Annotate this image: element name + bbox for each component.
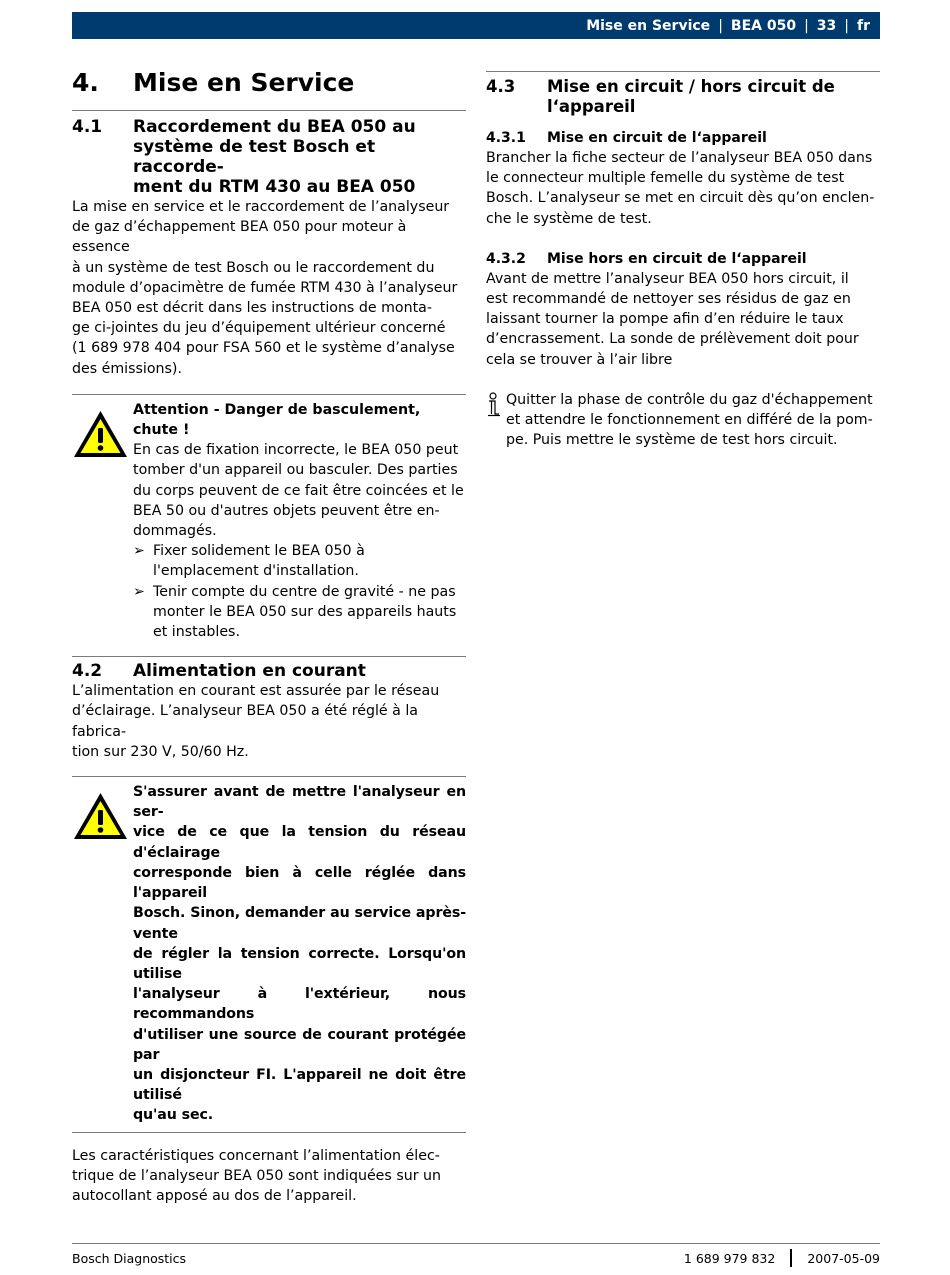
note-line: pe. Puis mettre le système de test hors circuit. xyxy=(506,432,838,449)
divider xyxy=(72,394,466,395)
section-title-line: ment du RTM 430 au BEA 050 xyxy=(133,177,416,197)
footer-date: 2007-05-09 xyxy=(807,1250,880,1266)
warning-line: vice de ce que la tension du réseau d'éclairage xyxy=(133,824,466,861)
body-line: à un système de test Bosch ou le raccordement du xyxy=(72,259,435,276)
section-title-text xyxy=(133,117,466,197)
bullet-line: Tenir compte du centre de gravité - ne pas xyxy=(153,583,456,600)
body-line: de gaz d’échappement BEA 050 pour moteur à essence xyxy=(72,219,407,256)
body-line: autocollant apposé au dos de l’appareil. xyxy=(72,1187,357,1204)
arrow-bullet-icon: ➢ xyxy=(133,543,145,560)
divider xyxy=(72,776,466,777)
note-line: Quitter la phase de contrôle du gaz d'échappement xyxy=(506,391,873,408)
body-line: tion sur 230 V, 50/60 Hz. xyxy=(72,743,249,760)
section-number: 4.3 xyxy=(486,77,516,96)
body-line: (1 689 978 404 pour FSA 560 et le système d’analyse xyxy=(72,340,455,357)
warning-triangle-icon xyxy=(72,400,133,642)
warning-line: un disjoncteur FI. L'appareil ne doit être utilisé xyxy=(133,1066,466,1104)
warning-title: Attention - Danger de basculement, chute ! xyxy=(133,401,421,439)
note-text xyxy=(506,390,873,451)
section-body-4-2 xyxy=(72,681,466,762)
section-title-4-1 xyxy=(72,117,466,197)
warning-line: corresponde bien à celle réglée dans l'appareil xyxy=(133,864,466,902)
warning-line: du corps peuvent de ce fait être coincées et le xyxy=(133,482,464,499)
warning-line: BEA 50 ou d'autres objets peuvent être en- xyxy=(133,502,440,519)
warning-line: l'analyseur à l'extérieur, nous recommandons xyxy=(133,986,466,1023)
warning-block-voltage xyxy=(72,782,466,1125)
section-body-4-2-label xyxy=(72,1146,466,1207)
divider xyxy=(72,1132,466,1133)
header-separator: | xyxy=(804,17,809,34)
section-title-line: système de test Bosch et raccorde- xyxy=(133,137,376,177)
warning-line: qu'au sec. xyxy=(133,1107,214,1124)
section-title-4-3 xyxy=(486,77,880,117)
section-body-4-1 xyxy=(72,197,466,379)
body-line: Les caractéristiques concernant l’alimentation élec- xyxy=(72,1147,440,1164)
bullet-line: Fixer solidement le BEA 050 à xyxy=(153,543,365,560)
warning-line: Bosch. Sinon, demander au service après-vente xyxy=(133,905,466,942)
chapter-title xyxy=(72,66,466,100)
body-line: La mise en service et le raccordement de l’analyseur xyxy=(72,199,450,215)
info-icon xyxy=(486,390,506,451)
subsection-title-4-3-2 xyxy=(486,249,880,269)
warning-line: tomber d'un appareil ou basculer. Des parties xyxy=(133,462,458,479)
note-line: et attendre le fonctionnement en différé de la pom- xyxy=(506,412,873,429)
body-line: d’éclairage. L’analyseur BEA 050 a été réglé à la fabrica- xyxy=(72,703,419,740)
footer-meta xyxy=(684,1249,880,1267)
section-title-text: Mise en circuit / hors circuit de l‘appareil xyxy=(547,77,835,116)
section-title-text: Alimentation en courant xyxy=(133,661,366,682)
header-separator: | xyxy=(844,17,849,34)
bullet-line: monter le BEA 050 sur des appareils hauts xyxy=(153,603,457,620)
section-number: 4.2 xyxy=(72,661,103,682)
body-line: d’encrassement. La sonde de prélèvement doit pour xyxy=(486,331,859,348)
body-line: le connecteur multiple femelle du système de test xyxy=(486,170,845,187)
body-line: trique de l’analyseur BEA 050 sont indiquées sur un xyxy=(72,1167,442,1184)
section-title-4-2 xyxy=(72,661,466,681)
page-header xyxy=(72,12,880,39)
body-line: des émissions). xyxy=(72,360,182,377)
header-separator: | xyxy=(718,17,723,34)
bullet-item xyxy=(133,541,466,581)
divider xyxy=(72,110,466,111)
body-line: cela se trouver à l’air libre xyxy=(486,351,673,368)
chapter-title-text: Mise en Service xyxy=(133,68,355,97)
warning-line: En cas de fixation incorrecte, le BEA 050 peut xyxy=(133,442,459,459)
footer-doc-number: 1 689 979 832 xyxy=(683,1250,776,1266)
warning-block-tipping xyxy=(72,400,466,642)
warning-text xyxy=(133,440,466,541)
body-line: che le système de test. xyxy=(486,210,652,227)
body-line: Brancher la fiche secteur de l’analyseur BEA 050 dans xyxy=(486,150,873,166)
subsection-title-text: Mise hors en circuit de l‘appareil xyxy=(547,250,807,267)
warning-triangle-icon xyxy=(72,782,133,1125)
bullet-item xyxy=(133,582,466,643)
footer-separator xyxy=(790,1249,792,1267)
footer-company: Bosch Diagnostics xyxy=(72,1251,187,1266)
body-line: module d’opacimètre de fumée RTM 430 à l’analyseur xyxy=(72,279,458,296)
header-page-number: 33 xyxy=(816,17,837,34)
chapter-number: 4. xyxy=(72,68,99,97)
divider xyxy=(72,656,466,657)
bullet-line: l'emplacement d'installation. xyxy=(153,563,359,580)
left-column xyxy=(72,66,466,1206)
body-line: L’alimentation en courant est assurée par le réseau xyxy=(72,683,440,700)
body-line: Avant de mettre l’analyseur BEA 050 hors circuit, il xyxy=(486,270,849,287)
body-line: Bosch. L’analyseur se met en circuit dès qu’on enclen- xyxy=(486,190,875,207)
info-note xyxy=(486,390,880,451)
right-column xyxy=(486,66,880,450)
body-line: laissant tourner la pompe afin d’en réduire le taux xyxy=(486,311,844,328)
body-line: est recommandé de nettoyer ses résidus de gaz en xyxy=(486,291,851,308)
subsection-title-4-3-1 xyxy=(486,128,880,148)
warning-content xyxy=(133,782,466,1125)
section-number: 4.1 xyxy=(72,117,103,137)
subsection-number: 4.3.2 xyxy=(486,250,526,267)
subsection-body-4-3-2 xyxy=(486,269,880,370)
section-title-line: Raccordement du BEA 050 au xyxy=(133,117,416,137)
body-line: BEA 050 est décrit dans les instructions de monta- xyxy=(72,300,432,317)
header-section: Mise en Service xyxy=(586,17,711,34)
arrow-bullet-icon: ➢ xyxy=(133,583,145,600)
header-language: fr xyxy=(857,17,870,34)
divider xyxy=(486,71,880,72)
warning-line: de régler la tension correcte. Lorsqu'on utilise xyxy=(133,945,466,982)
body-line: ge ci-jointes du jeu d’équipement ultérieur concerné xyxy=(72,320,446,337)
subsection-number: 4.3.1 xyxy=(486,130,526,146)
warning-content xyxy=(133,400,466,642)
warning-line: d'utiliser une source de courant protégée par xyxy=(133,1026,466,1063)
footer-divider xyxy=(72,1243,880,1244)
warning-line: dommagés. xyxy=(133,523,217,540)
bullet-line: et instables. xyxy=(153,624,240,641)
subsection-title-text: Mise en circuit de l‘appareil xyxy=(547,130,767,146)
warning-line: S'assurer avant de mettre l'analyseur en ser- xyxy=(133,784,466,821)
header-product: BEA 050 xyxy=(730,17,797,34)
subsection-body-4-3-1 xyxy=(486,148,880,229)
